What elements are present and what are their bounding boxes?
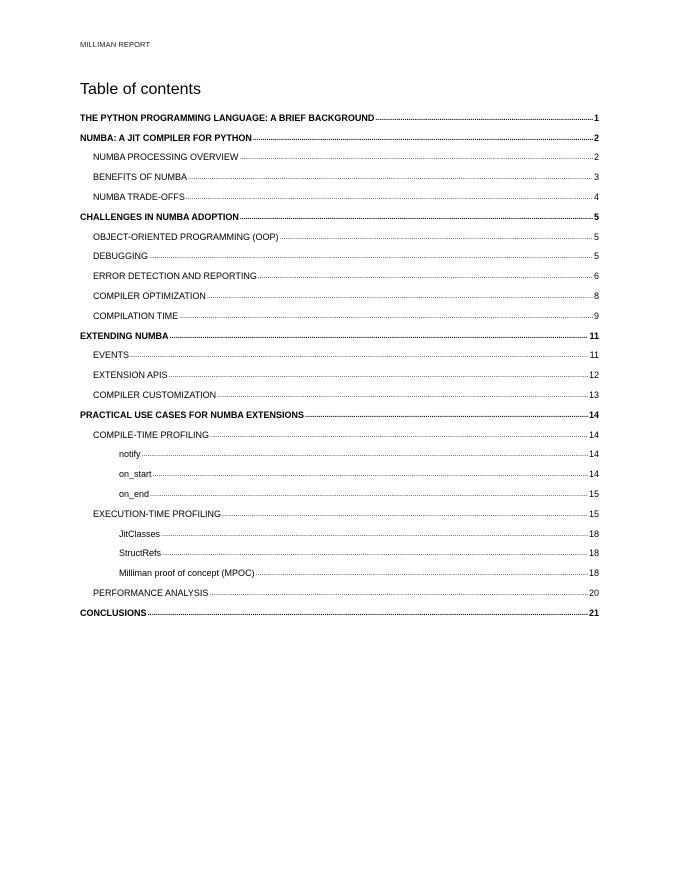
dot-leader (239, 152, 593, 163)
dot-leader (153, 469, 588, 480)
toc-entry-page-number[interactable]: 9 (593, 310, 599, 321)
toc-entry-page-number[interactable]: 14 (588, 449, 599, 460)
running-header: MILLIMAN REPORT (80, 40, 151, 49)
toc-entry-label[interactable]: NUMBA: A JIT COMPILER FOR PYTHON (80, 132, 252, 143)
toc-entry-page-number[interactable]: 5 (593, 251, 599, 262)
toc-entry-label[interactable]: CONCLUSIONS (80, 607, 147, 618)
toc-entry[interactable] (80, 381, 599, 401)
toc-entry-page-number[interactable]: 18 (588, 548, 599, 559)
toc-entry[interactable] (80, 243, 599, 263)
toc-entry[interactable] (80, 480, 599, 500)
dot-leader (188, 172, 593, 183)
toc-entry-label[interactable]: PRACTICAL USE CASES FOR NUMBA EXTENSIONS (80, 409, 305, 420)
toc-entry-label[interactable]: NUMBA TRADE-OFFS (93, 191, 185, 202)
toc-entry-label[interactable]: OBJECT-ORIENTED PROGRAMMING (OOP) (93, 231, 279, 242)
toc-entry[interactable] (80, 262, 599, 282)
dot-leader (256, 568, 588, 579)
toc-entry-page-number[interactable]: 14 (588, 469, 599, 480)
toc-entry-page-number[interactable]: 12 (588, 370, 599, 381)
dot-leader (150, 489, 588, 500)
toc-entry-page-number[interactable]: 21 (588, 607, 599, 618)
toc-entry-label[interactable]: COMPILATION TIME (93, 310, 179, 321)
toc-entry-page-number[interactable]: 2 (593, 152, 599, 163)
toc-entry-label[interactable]: COMPILER OPTIMIZATION (93, 290, 206, 301)
toc-entry[interactable] (80, 559, 599, 579)
toc-entry-label[interactable]: NUMBA PROCESSING OVERVIEW (93, 152, 239, 163)
dot-leader (142, 449, 588, 460)
dot-leader (169, 370, 588, 381)
toc-entry[interactable] (80, 282, 599, 302)
toc-entry-label[interactable]: COMPILER CUSTOMIZATION (93, 389, 217, 400)
toc-entry[interactable] (80, 361, 599, 381)
toc-entry[interactable] (80, 421, 599, 441)
dot-leader (280, 232, 593, 243)
toc-entry[interactable] (80, 203, 599, 223)
toc-entry-label[interactable]: EXECUTION-TIME PROFILING (93, 508, 222, 519)
toc-entry-label[interactable]: THE PYTHON PROGRAMMING LANGUAGE: A BRIEF BACKGROUND (80, 112, 375, 123)
toc-entry-page-number[interactable]: 1 (593, 112, 599, 123)
toc-entry-label[interactable]: ERROR DETECTION AND REPORTING (93, 271, 257, 282)
dot-leader (186, 192, 593, 203)
dot-leader (210, 430, 588, 441)
dot-leader (161, 529, 588, 540)
toc-entry[interactable] (80, 223, 599, 243)
toc-entry-page-number[interactable]: 15 (588, 508, 599, 519)
toc-entry-label[interactable]: JitClasses (119, 528, 161, 539)
toc-entry-label[interactable]: StructRefs (119, 548, 162, 559)
toc-entry-page-number[interactable]: 3 (593, 172, 599, 183)
dot-leader (130, 350, 589, 361)
toc-entry-page-number[interactable]: 6 (593, 271, 599, 282)
dot-leader (207, 291, 593, 302)
toc-entry[interactable] (80, 500, 599, 520)
toc-entry-page-number[interactable]: 11 (589, 350, 599, 361)
toc-entry-page-number[interactable]: 13 (588, 389, 599, 400)
toc-entry-page-number[interactable]: 8 (593, 290, 599, 301)
toc-entry-label[interactable]: EXTENDING NUMBA (80, 330, 169, 341)
dot-leader (209, 588, 588, 599)
toc-entry-page-number[interactable]: 11 (589, 330, 599, 341)
toc-entry[interactable] (80, 441, 599, 461)
dot-leader (217, 390, 588, 401)
dot-leader (240, 212, 593, 223)
dot-leader (253, 133, 593, 144)
dot-leader (170, 331, 589, 342)
toc-entry-page-number[interactable]: 5 (593, 231, 599, 242)
toc-entry[interactable] (80, 163, 599, 183)
toc-entry-label[interactable]: notify (119, 449, 141, 460)
toc-entry-page-number[interactable]: 5 (593, 211, 599, 222)
toc-entry[interactable] (80, 124, 599, 144)
toc-entry-label[interactable]: COMPILE-TIME PROFILING (93, 429, 210, 440)
toc-entry[interactable] (80, 183, 599, 203)
toc-entry-label[interactable]: PERFORMANCE ANALYSIS (93, 587, 209, 598)
toc-entry[interactable] (80, 144, 599, 164)
toc-title: Table of contents (80, 81, 201, 98)
toc-entry-label[interactable]: on_start (119, 469, 152, 480)
toc-entry-page-number[interactable]: 20 (588, 587, 599, 598)
toc-entry-label[interactable]: EXTENSION APIS (93, 370, 168, 381)
toc-entry-page-number[interactable]: 14 (588, 409, 599, 420)
dot-leader (179, 311, 593, 322)
dot-leader (222, 509, 588, 520)
toc-entry[interactable] (80, 104, 599, 124)
toc-entry[interactable] (80, 342, 599, 362)
dot-leader (148, 608, 588, 619)
toc-entry-page-number[interactable]: 4 (593, 191, 599, 202)
dot-leader (149, 251, 593, 262)
toc-entry[interactable] (80, 540, 599, 560)
toc-entry[interactable] (80, 599, 599, 619)
dot-leader (375, 113, 593, 124)
toc-entry-page-number[interactable]: 14 (588, 429, 599, 440)
dot-leader (258, 271, 593, 282)
toc-entry[interactable] (80, 401, 599, 421)
dot-leader (162, 548, 588, 559)
toc-entry-label[interactable]: BENEFITS OF NUMBA (93, 172, 188, 183)
dot-leader (305, 410, 588, 421)
toc-entry-label[interactable]: CHALLENGES IN NUMBA ADOPTION (80, 211, 239, 222)
toc-entry[interactable] (80, 520, 599, 540)
toc-entry-page-number[interactable]: 18 (588, 528, 599, 539)
toc-entry-label[interactable]: on_end (119, 488, 150, 499)
toc-entry-page-number[interactable]: 18 (588, 568, 599, 579)
toc-entry[interactable] (80, 579, 599, 599)
toc-entry[interactable] (80, 322, 599, 342)
toc-entry[interactable] (80, 460, 599, 480)
toc-entry[interactable] (80, 302, 599, 322)
toc-entry-page-number[interactable]: 2 (593, 132, 599, 143)
toc-entry-label[interactable]: EVENTS (93, 350, 130, 361)
toc-entry-page-number[interactable]: 15 (588, 488, 599, 499)
table-of-contents (80, 104, 599, 619)
toc-entry-label[interactable]: Milliman proof of concept (MPOC) (119, 568, 255, 579)
toc-entry-label[interactable]: DEBUGGING (93, 251, 149, 262)
